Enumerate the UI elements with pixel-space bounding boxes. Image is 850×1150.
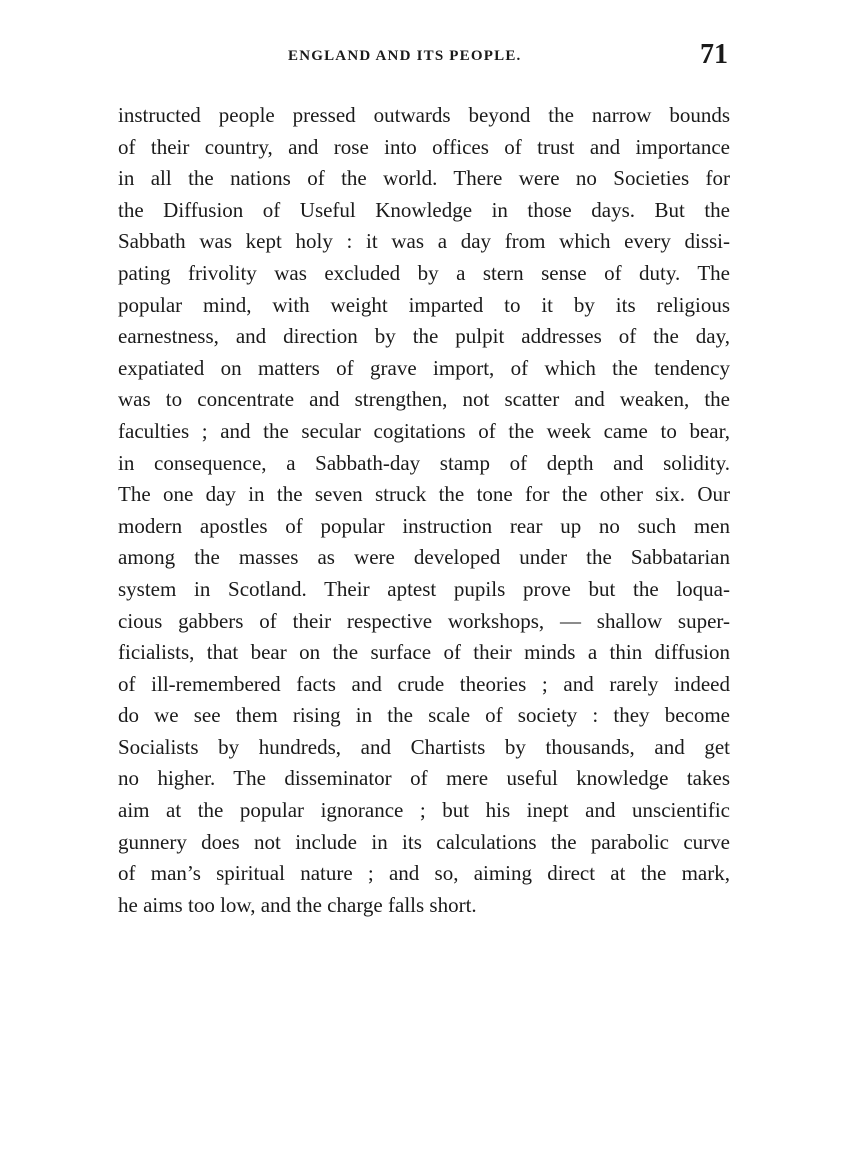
text-line: faculties ; and the secular cogitations of the week came to bear, — [118, 418, 730, 443]
text-line: in all the nations of the world. There were no Societies for — [118, 166, 730, 191]
body-paragraph — [118, 100, 730, 921]
text-line: modern apostles of popular instruction rear up no such men — [118, 513, 730, 538]
running-title: ENGLAND AND ITS PEOPLE. — [288, 48, 522, 64]
text-line: among the masses as were developed under the Sabbatarian — [118, 545, 730, 570]
text-line: no higher. The disseminator of mere useful knowledge takes — [118, 766, 730, 791]
text-line: in consequence, a Sabbath-day stamp of depth and solidity. — [118, 450, 730, 475]
text-line: earnestness, and direction by the pulpit addresses of the day, — [118, 324, 730, 349]
text-line: of man’s spiritual nature ; and so, aiming direct at the mark, — [118, 861, 730, 886]
text-line: expatiated on matters of grave import, of which the tendency — [118, 355, 730, 380]
text-line: popular mind, with weight imparted to it by its religious — [118, 292, 730, 317]
text-line: was to concentrate and strengthen, not scatter and weaken, the — [118, 387, 730, 412]
text-line: system in Scotland. Their aptest pupils prove but the loqua- — [118, 576, 730, 601]
text-line: instructed people pressed outwards beyond the narrow bounds — [118, 103, 730, 127]
text-line: of ill-remembered facts and crude theories ; and rarely indeed — [118, 671, 730, 696]
text-line: gunnery does not include in its calculations the parabolic curve — [118, 829, 730, 854]
text-line: ficialists, that bear on the surface of their minds a thin diffusion — [118, 640, 730, 665]
text-line: cious gabbers of their respective workshops, — shallow super- — [118, 608, 730, 633]
running-head — [118, 39, 730, 78]
text-line: he aims too low, and the charge falls short. — [118, 892, 477, 917]
text-line: of their country, and rose into offices of trust and importance — [118, 134, 730, 159]
page-number: 71 — [700, 39, 728, 70]
text-line: Sabbath was kept holy : it was a day from which every dissi- — [118, 229, 730, 254]
text-line: the Diffusion of Useful Knowledge in those days. But the — [118, 197, 730, 222]
text-line: Socialists by hundreds, and Chartists by thousands, and get — [118, 734, 730, 759]
text-line: aim at the popular ignorance ; but his inept and unscientific — [118, 798, 730, 823]
text-line: pating frivolity was excluded by a stern sense of duty. The — [118, 260, 730, 285]
text-line: The one day in the seven struck the tone for the other six. Our — [118, 482, 730, 507]
text-line: do we see them rising in the scale of society : they become — [118, 703, 730, 728]
